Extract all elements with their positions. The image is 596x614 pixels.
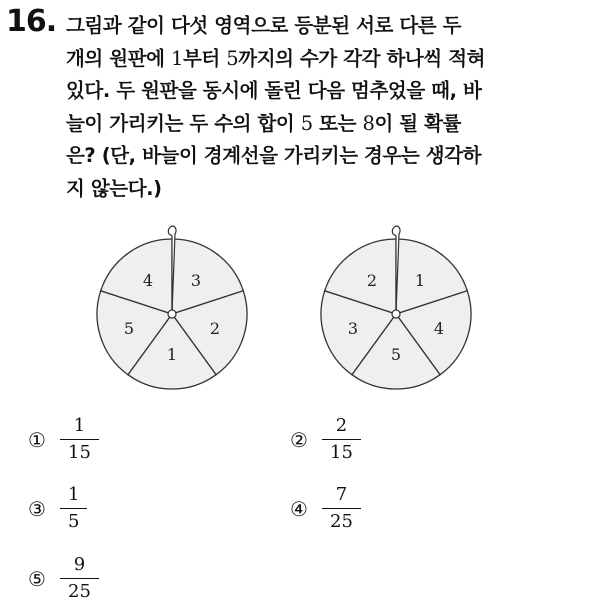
- fraction-bar: [60, 578, 99, 579]
- fraction: [64, 485, 83, 532]
- math-number: 8: [362, 111, 375, 135]
- choice-marker: ③: [28, 496, 46, 521]
- wedge-label: 2: [209, 319, 221, 338]
- denominator: 25: [330, 511, 353, 533]
- choice-3[interactable]: [28, 485, 83, 532]
- fraction-bar: [322, 439, 361, 440]
- question-number: 16.: [6, 4, 57, 39]
- text-run: 은? (단, 바늘이 경계선을 가리키는 경우는 생각하: [66, 144, 482, 167]
- denominator: 5: [68, 511, 80, 533]
- denominator: 15: [330, 442, 353, 464]
- fraction: [326, 416, 357, 463]
- wedge-label: 3: [190, 271, 202, 290]
- spinner-left: [90, 222, 260, 392]
- choice-5[interactable]: [28, 555, 95, 602]
- text-run: 또는: [312, 111, 363, 135]
- wedge-label: 1: [166, 345, 178, 364]
- choice-marker: ②: [290, 427, 308, 452]
- fraction-bar: [322, 508, 361, 509]
- text-run: 개의 원판에: [66, 46, 171, 70]
- spinner-hub: [392, 310, 400, 318]
- text-run: 있다. 두 원판을 동시에 돌린 다음 멈추었을 때, 바: [66, 79, 482, 102]
- choice-4[interactable]: [290, 485, 357, 532]
- denominator: 25: [68, 581, 91, 603]
- question-line: [66, 173, 566, 206]
- math-number: 5: [300, 111, 313, 135]
- numerator: 9: [73, 554, 86, 575]
- wedge-label: 4: [433, 319, 445, 338]
- numerator: 1: [68, 484, 80, 505]
- numerator: 7: [335, 484, 348, 505]
- text-run: 이 될 확률: [374, 111, 461, 135]
- choice-2[interactable]: [290, 416, 357, 463]
- wedge-label: 1: [414, 271, 426, 290]
- wedge-label: 2: [366, 271, 378, 290]
- text-run: 부터: [182, 46, 227, 70]
- text-run: 까지의 수가 각각 하나씩 적혀: [238, 46, 486, 70]
- math-number: 5: [226, 46, 239, 70]
- denominator: 15: [68, 442, 91, 464]
- wedge-label: 3: [347, 319, 359, 338]
- question-line: [66, 108, 566, 141]
- fraction-bar: [60, 508, 87, 509]
- fraction: [64, 416, 95, 463]
- question-line: [66, 140, 566, 173]
- choice-1[interactable]: [28, 416, 95, 463]
- question-line: [66, 10, 566, 43]
- choice-marker: ①: [28, 427, 46, 452]
- choice-marker: ④: [290, 496, 308, 521]
- fraction-bar: [60, 439, 99, 440]
- wedge-label: 5: [123, 319, 135, 338]
- spinner-right: [314, 222, 484, 392]
- question-text: [66, 10, 566, 205]
- text-run: 지 않는다.): [66, 176, 162, 200]
- text-run: 늘이 가리키는 두 수의 합이: [66, 111, 301, 135]
- choice-marker: ⑤: [28, 566, 46, 591]
- fraction: [326, 485, 357, 532]
- text-run: 그림과 같이 다섯 영역으로 등분된 서로 다른 두: [66, 14, 462, 37]
- wedge-label: 5: [390, 345, 402, 364]
- fraction: [64, 555, 95, 602]
- numerator: 1: [73, 415, 86, 436]
- numerator: 2: [335, 415, 348, 436]
- question-line: [66, 75, 566, 108]
- wedge-label: 4: [142, 271, 154, 290]
- question-line: [66, 43, 566, 76]
- spinner-hub: [168, 310, 176, 318]
- math-number: 1: [170, 46, 183, 70]
